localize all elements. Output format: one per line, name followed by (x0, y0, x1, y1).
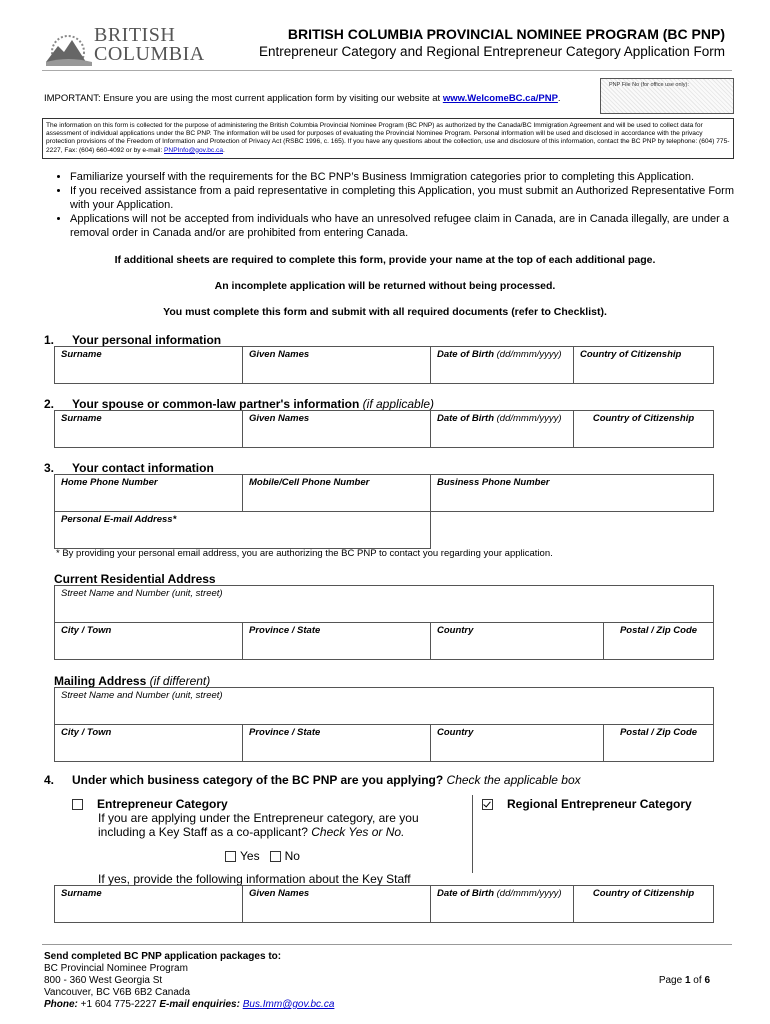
mobile-phone-field[interactable]: Mobile/Cell Phone Number (243, 475, 431, 512)
list-item: • If you received assistance from a paid representative in completing this Application, you must submit an Authorized Representative Form with your Application. (70, 184, 750, 212)
spouse-given-names-field[interactable]: Given Names (243, 411, 431, 448)
list-item: • Applications will not be accepted from individuals who have an unresolved refugee claim in Canada, are in Canada illegally, are under a removal order in Canada and/or are prohibited from entering Canada. (70, 212, 750, 240)
spouse-citizenship-field[interactable]: Country of Citizenship (574, 411, 714, 448)
mailing-address-heading: Mailing Address (if different) (54, 674, 211, 688)
mailing-country-field[interactable]: Country (431, 725, 604, 762)
mailing-postal-field[interactable]: Postal / Zip Code (604, 725, 714, 762)
office-use-label: PNP File No (for office use only): (609, 82, 689, 88)
surname-field[interactable]: Surname (55, 347, 243, 384)
key-staff-citizenship-field[interactable]: Country of Citizenship (574, 886, 714, 923)
footer-divider (42, 944, 732, 945)
website-link[interactable]: www.WelcomeBC.ca/PNP (442, 93, 558, 104)
email-authorization-note: * By providing your personal email address, you are authorizing the BC PNP to contact you regarding your application. (56, 548, 553, 559)
spouse-info-table (54, 410, 714, 448)
dob-field[interactable]: Date of Birth (dd/mmm/yyyy) (431, 347, 574, 384)
regional-entrepreneur-option: Regional Entrepreneur Category (482, 797, 692, 811)
residential-city-field[interactable]: City / Town (55, 623, 243, 660)
no-checkbox[interactable] (270, 851, 281, 862)
yes-checkbox[interactable] (225, 851, 236, 862)
key-staff-given-names-field[interactable]: Given Names (243, 886, 431, 923)
instructions-list (48, 170, 750, 240)
notice-complete-form: You must complete this form and submit with all required documents (refer to Checklist). (163, 306, 607, 318)
header-divider (42, 70, 732, 71)
bc-logo (42, 22, 205, 70)
residential-province-field[interactable]: Province / State (243, 623, 431, 660)
important-notice: IMPORTANT: Ensure you are using the most current application form by visiting our website at www.WelcomeBC.ca/PNP. (44, 93, 561, 104)
regional-entrepreneur-checkbox[interactable] (482, 799, 493, 810)
category-divider (472, 795, 473, 873)
notice-incomplete: An incomplete application will be returned without being processed. (214, 280, 556, 292)
section-3-heading: 3. Your contact information (44, 461, 214, 475)
privacy-email-link[interactable]: PNPInfo@gov.bc.ca (164, 146, 224, 154)
mailing-city-field[interactable]: City / Town (55, 725, 243, 762)
home-phone-field[interactable]: Home Phone Number (55, 475, 243, 512)
section-4-heading: 4. Under which business category of the BC PNP are you applying? Check the applicable box (44, 773, 581, 787)
residential-address-heading: Current Residential Address (54, 572, 216, 586)
privacy-statement: The information on this form is collected for the purpose of administering the British Columbia Provincial Nominee Program (BC PNP) as authorized by the Canada/BC Immigration Agreement and will be used to collect data for assessment of individual applications under the BC PNP. The information will be used for purposes of evaluating the Provincial Nominee Program. Personal information will be used and disclosed in accordance with the privacy protection provisions of the Freedom of Information and Protection of Privacy Act (RSBC 1996, c. 165). If you have any questions about the collection, use and disclosure of this information, contact the BC PNP by telephone: (604) 775-2227, Fax: (604) 660-4092 or by e-mail: PNPInfo@gov.bc.ca. (42, 118, 734, 159)
office-use-box (600, 78, 734, 114)
mailing-province-field[interactable]: Province / State (243, 725, 431, 762)
residential-country-field[interactable]: Country (431, 623, 604, 660)
enquiries-email-link[interactable]: Bus.Imm@gov.bc.ca (242, 999, 335, 1010)
form-subtitle: Entrepreneur Category and Regional Entrepreneur Category Application Form (258, 44, 725, 59)
mailing-instructions: Send completed BC PNP application packages to: BC Provincial Nominee Program 800 - 360 West Georgia St Vancouver, BC V6B 6B2 Canada Phone: +1 604 775-2227 E-mail enquiries: Bus.Imm@gov.bc.ca (44, 951, 335, 1010)
notice-additional-sheets: If additional sheets are required to complete this form, provide your name at the top of each additional page. (114, 254, 656, 266)
key-staff-dob-field[interactable]: Date of Birth (dd/mmm/yyyy) (431, 886, 574, 923)
spouse-surname-field[interactable]: Surname (55, 411, 243, 448)
form-title: BRITISH COLUMBIA PROVINCIAL NOMINEE PROGRAM (BC PNP) (287, 26, 725, 42)
personal-info-table (54, 346, 714, 384)
spouse-dob-field[interactable]: Date of Birth (dd/mmm/yyyy) (431, 411, 574, 448)
key-staff-yes-no: Yes No (225, 849, 300, 863)
entrepreneur-option: Entrepreneur Category If you are applying under the Entrepreneur category, are you including a Key Staff as a co-applicant? Check Yes or No. (72, 797, 419, 839)
mailing-address-table (54, 687, 714, 762)
section-1-heading: 1. Your personal information (44, 333, 222, 347)
logo-wordmark: BRITISH COLUMBIA (94, 24, 205, 65)
mailing-street-field[interactable]: Street Name and Number (unit, street) (55, 688, 714, 725)
residential-address-table (54, 585, 714, 660)
key-staff-prompt: If yes, provide the following information about the Key Staff (98, 872, 411, 886)
email-field[interactable]: Personal E-mail Address* (55, 512, 431, 549)
given-names-field[interactable]: Given Names (243, 347, 431, 384)
page-number: Page 1 of 6 (658, 975, 710, 986)
citizenship-field[interactable]: Country of Citizenship (574, 347, 714, 384)
section-2-heading: 2. Your spouse or common-law partner's information (if applicable) (44, 397, 435, 411)
residential-postal-field[interactable]: Postal / Zip Code (604, 623, 714, 660)
contact-info-table (54, 474, 714, 549)
blank-cell (431, 512, 714, 549)
key-staff-table (54, 885, 714, 923)
bc-sun-mountain-icon (42, 22, 98, 66)
business-phone-field[interactable]: Business Phone Number (431, 475, 714, 512)
list-item: • Familiarize yourself with the requirements for the BC PNP’s Business Immigration categories prior to completing this Application. (70, 170, 750, 184)
residential-street-field[interactable]: Street Name and Number (unit, street) (55, 586, 714, 623)
entrepreneur-checkbox[interactable] (72, 799, 83, 810)
key-staff-surname-field[interactable]: Surname (55, 886, 243, 923)
